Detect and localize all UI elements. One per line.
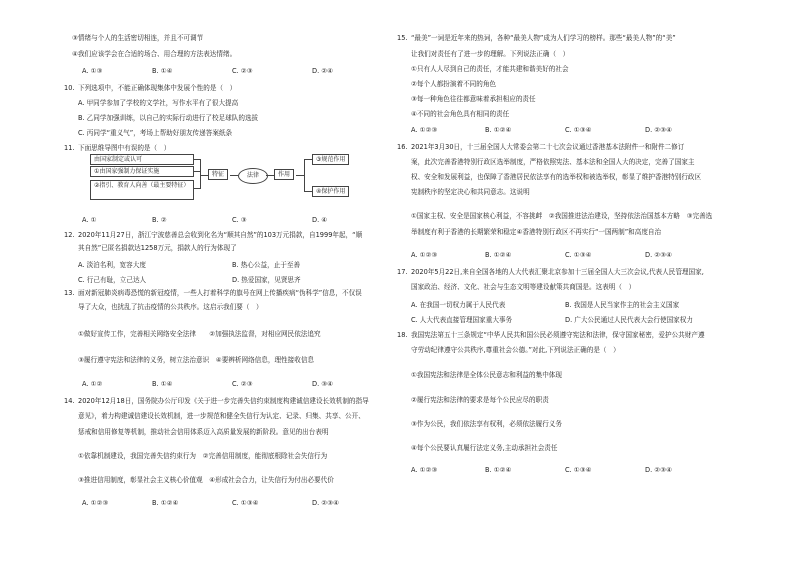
q14-stem-line-1: 14. 2020年12月18日，国务院办公厅印发《关于进一步完善失信约束制度构建诚信建设长效机制的指导	[64, 397, 369, 405]
mindmap-box-2: ①由国家强制力保证实施	[90, 166, 194, 177]
q14-option-c[interactable]: C. ①③④	[232, 499, 259, 507]
mindmap-role-2: ④保护作用	[312, 186, 349, 197]
q14-items-row-1: ①依靠机制建设，我国完善失信约束行为 ②完善信用制度，能彻底根除社会失信行为	[78, 452, 328, 460]
q13-option-b[interactable]: B. ①④	[152, 380, 173, 388]
mindmap-box-1: 由国家制定或认可	[90, 154, 194, 165]
mindmap-role-1: ③规范作用	[312, 154, 349, 165]
q15-item-2: ②每个人都扮演着不同的角色	[411, 80, 497, 88]
q14-option-b[interactable]: B. ①②④	[152, 499, 179, 507]
q12-option-d[interactable]: D. 热爱国家，见贤思齐	[232, 276, 301, 284]
q15-item-1: ①只有人人尽到自己的责任，才能共建和谐美好的社会	[411, 65, 569, 73]
q13-option-c[interactable]: C. ②③	[232, 380, 253, 388]
q13-stem-line-2: 导了大众，也扰乱了抗击疫情的公共秩序。这启示我们要（ ）	[78, 303, 263, 311]
q14-stem-line-2: 意见》，着力构建诚信建设长效机制，进一步规范和健全失信行为认定、记录、归集、共享、公开、	[78, 412, 365, 420]
q17-option-b[interactable]: B. 我国是人民当家作主的社会主义国家	[565, 301, 680, 309]
q12-option-b[interactable]: B. 热心公益，止于至善	[232, 261, 301, 269]
q15-option-c[interactable]: C. ①③④	[565, 126, 592, 134]
mindmap-feature: 特征	[208, 169, 228, 180]
q18-stem-line-1: 18. 我国宪法第五十三条规定“中华人民共和国公民必须遵守宪法和法律，保守国家秘密，爱护公共财产遵	[397, 331, 705, 339]
q16-option-a[interactable]: A. ①②③	[411, 251, 438, 259]
q10-option-b[interactable]: B. 乙同学加强训练，以自己的实际行动进行了校足球队的选拔	[78, 114, 259, 122]
q14-option-a[interactable]: A. ①②③	[82, 499, 109, 507]
q16-stem-line-4: 宪制秩序的坚定决心和共同意志。这说明	[411, 188, 530, 196]
q14-items-row-2: ③推进信用制度，彰显社会主义核心价值观 ④形成社会合力，让失信行为付出必要代价	[78, 476, 334, 484]
q11-option-c[interactable]: C. ③	[232, 216, 247, 224]
q9-option-a[interactable]: A. ①③	[82, 67, 103, 75]
q18-option-c[interactable]: C. ①③④	[565, 466, 592, 474]
q16-stem-line-3: 权、安全和发展利益，也保障了香港居民依法享有的选举权和被选举权，彰显了维护香港特别行政区	[411, 173, 702, 181]
q13-items-row-1: ①做好宣传工作，完善相关网络安全法律 ②加强执法监督，对相应网民依法追究	[78, 330, 321, 338]
mindmap-law: 法律	[238, 168, 268, 184]
q18-item-4: ④每个公民要认真履行法定义务,主动承担社会责任	[411, 444, 558, 452]
q16-option-c[interactable]: C. ①③④	[565, 251, 592, 259]
q11-option-b[interactable]: B. ②	[152, 216, 167, 224]
q12-option-c[interactable]: C. 行己有耻，立己达人	[78, 276, 147, 284]
q18-stem-line-2: 守劳动纪律遵守公共秩序,尊重社会公德。”对此,下列说法正确的是（ ）	[411, 346, 620, 354]
q11-option-d[interactable]: D. ④	[312, 216, 328, 224]
q15-item-3: ③每一种角色往往都意味着承担相应的责任	[411, 95, 536, 103]
q9-option-b[interactable]: B. ①④	[152, 67, 173, 75]
q16-items-row-2: 举制度有利于香港的长期繁荣和稳定④香港特别行政区不再实行“一国两制”和高度自治	[411, 228, 662, 236]
q15-stem-line-1: 15. “最美”一词是近年来的热词，各种“最美人物”成为人们学习的榜样。那些“最美人物”的“美”	[397, 34, 676, 42]
q11-stem: 11. 下面思维导图中有误的是（ ）	[64, 144, 171, 152]
q9-option-c[interactable]: C. ②③	[232, 67, 253, 75]
q18-item-2: ②履行宪法和法律的要求是每个公民应尽的职责	[411, 396, 549, 404]
q18-option-a[interactable]: A. ①②③	[411, 466, 438, 474]
q17-option-a[interactable]: A. 在我国一切权力属于人民代表	[411, 301, 506, 309]
q12-stem-line-1: 12. 2020年11月27日，浙江宁波慈善总会收到化名为“顺其自然”的103万元捐款，自1999年起，“顺	[64, 231, 363, 239]
q9-item-4: ④我们应该学会在合适的场合、用合理的方法表达情绪。	[72, 50, 237, 58]
q11-option-a[interactable]: A. ①	[82, 216, 97, 224]
q13-items-row-2: ③履行遵守宪法和法律的义务，树立法治意识 ④要辨析网络信息，理性接收信息	[78, 356, 315, 364]
q15-option-d[interactable]: D. ②③④	[645, 126, 673, 134]
q18-option-b[interactable]: B. ①②④	[485, 466, 512, 474]
q12-option-a[interactable]: A. 淡泊名利，宽容大度	[78, 261, 146, 269]
q13-option-d[interactable]: D. ③④	[312, 380, 334, 388]
q15-stem-line-2: 让我们对责任有了进一步的理解。下列说法正确（ ）	[411, 50, 570, 58]
q17-option-c[interactable]: C. 人大代表直接管理国家重大事务	[411, 316, 513, 324]
mindmap-box-3: ②指引、教育人向善（最主要特征）	[90, 180, 194, 200]
q16-option-d[interactable]: D. ②③④	[645, 251, 673, 259]
q14-option-d[interactable]: D. ②③④	[312, 499, 340, 507]
mindmap-role: 作用	[274, 169, 294, 180]
q16-stem-line-1: 16. 2021年3月30日，十三届全国人大常委会第二十七次会议通过香港基本法附件一和附件二修订	[397, 143, 685, 151]
q16-stem-line-2: 案，此次完善香港特别行政区选举制度，严格依照宪法、基本法和全国人大的决定，完善了国家主	[411, 158, 695, 166]
q11-mind-map	[90, 150, 370, 212]
q12-stem-line-2: 其自然”已匿名捐款达1258万元，捐款人的行为体现了	[78, 244, 237, 252]
q17-stem-line-2: 国家政治、经济、文化、社会与生态文明等建设献策共商国是。这表明（ ）	[411, 283, 636, 291]
q15-option-a[interactable]: A. ①②③	[411, 126, 438, 134]
q16-items-row-1: ①国家主权、安全是国家核心利益，不容挑衅 ②我国推进法治建设，坚持依法治国基本方略 ③完善选	[411, 212, 713, 220]
q17-option-d[interactable]: D. 广大公民通过人民代表大会行使国家权力	[565, 316, 693, 324]
q17-stem-line-1: 17. 2020年5月22日,来自全国各地的人大代表汇聚北京参加十三届全国人大三次会议,代表人民管理国家,	[397, 268, 704, 276]
q15-item-4: ④不同的社会角色具有相同的责任	[411, 110, 510, 118]
q16-option-b[interactable]: B. ①②④	[485, 251, 512, 259]
q10-option-a[interactable]: A. 甲同学参加了学校的文学社，写作水平有了很大提高	[78, 99, 239, 107]
q13-option-a[interactable]: A. ①②	[82, 380, 103, 388]
q9-option-d[interactable]: D. ②④	[312, 67, 334, 75]
q18-item-3: ③作为公民，我们依法享有权利，必须依法履行义务	[411, 420, 562, 428]
q13-stem-line-1: 13. 面对新冠肺炎病毒恐慌的新冠疫情，一些人打着科学的旗号在网上传播疾病“伪科学”信息，不仅误	[64, 289, 362, 297]
q18-item-1: ①我国宪法和法律是全体公民意志和利益的集中体现	[411, 371, 562, 379]
q14-stem-line-3: 惩戒和信用修复等机制，推动社会信用体系迈入高质量发展的新阶段。意见的出台表明	[78, 428, 329, 436]
q9-item-3: ③情绪与个人的生活密切相连，并且不可调节	[72, 34, 204, 42]
q15-option-b[interactable]: B. ①②④	[485, 126, 512, 134]
q18-option-d[interactable]: D. ②③④	[645, 466, 673, 474]
q10-option-c[interactable]: C. 丙同学“重义气”，考场上帮助好朋友传递答案纸条	[78, 129, 233, 137]
q10-stem: 10. 下列选项中，不能正确体现集体中发展个性的是（ ）	[64, 84, 237, 92]
